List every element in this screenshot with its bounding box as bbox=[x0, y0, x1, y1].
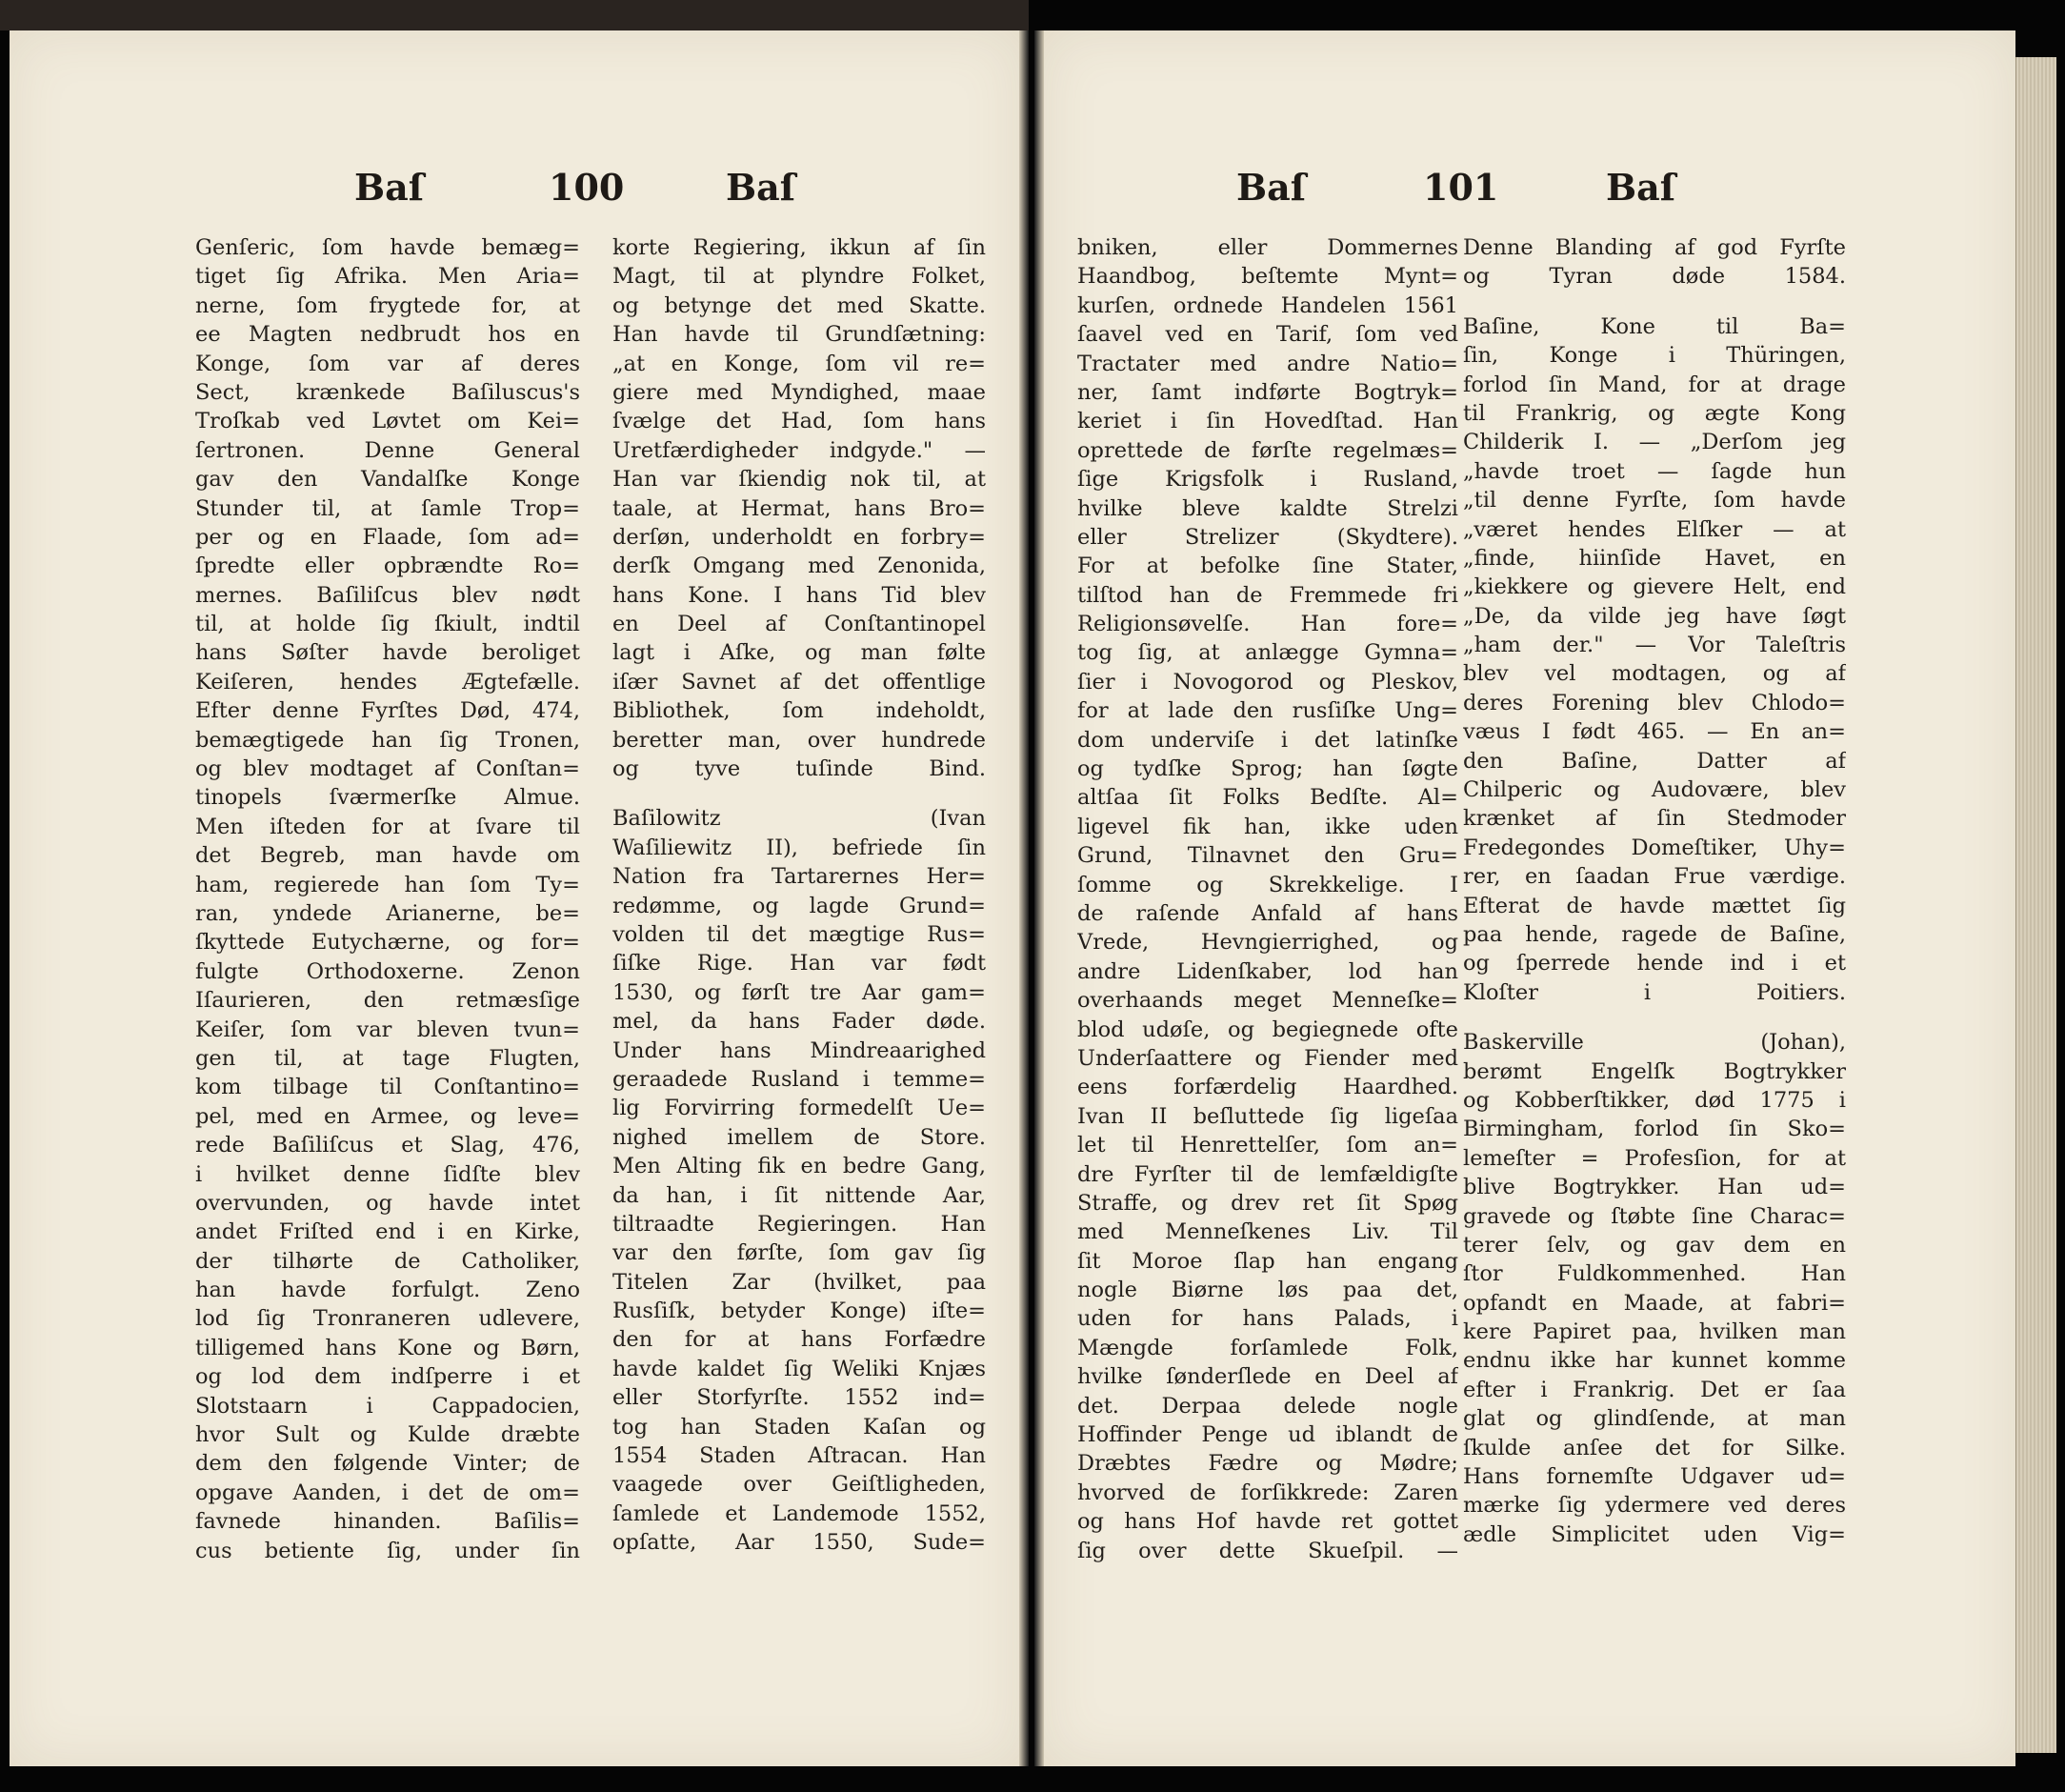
text-line: dom underviſe i det latinſke bbox=[1077, 727, 1458, 753]
text-line: Men Alting fik en bedre Gang, bbox=[612, 1154, 986, 1179]
text-line: korte Regiering, ikkun af ſin bbox=[612, 235, 986, 260]
text-line: overvunden, og havde intet bbox=[195, 1190, 580, 1216]
text-line: Vrede, Hevngierrighed, og bbox=[1077, 930, 1458, 956]
text-line: Nation fra Tartarernes Her= bbox=[612, 864, 986, 890]
text-line: den Baſine, Datter af bbox=[1463, 748, 1846, 774]
text-line: iſær Savnet af det offentlige bbox=[612, 669, 986, 695]
text-line: Haandbog, beſtemte Mynt= bbox=[1077, 264, 1458, 290]
text-line: og Tyran døde 1584. bbox=[1463, 264, 1846, 290]
text-line: ſige Krigsfolk i Rusland, bbox=[1077, 467, 1458, 493]
text-line: pel, med en Armee, og leve= bbox=[195, 1103, 580, 1129]
text-line: „været hendes Elſker — at bbox=[1463, 516, 1846, 542]
text-line: ſtor Fuldkommenhed. Han bbox=[1463, 1261, 1846, 1287]
paragraph-gap bbox=[1463, 292, 1846, 312]
text-line: Fredegondes Domeſtiker, Uhy= bbox=[1463, 835, 1846, 860]
text-line: forlod ſin Mand, for at drage bbox=[1463, 372, 1846, 397]
text-line: tilligemed hans Kone og Børn, bbox=[195, 1335, 580, 1360]
text-line: Han havde til Grundſætning: bbox=[612, 322, 986, 348]
text-line: Efter denne Fyrſtes Død, 474, bbox=[195, 698, 580, 724]
text-line: Efterat de havde mættet ſig bbox=[1463, 893, 1846, 918]
text-line: Konge, ſom var af deres bbox=[195, 351, 580, 376]
text-line: ſkulde anſee det for Silke. bbox=[1463, 1435, 1846, 1460]
text-line: redømme, og lagde Grund= bbox=[612, 893, 986, 918]
text-line: Stunder til, at ſamle Trop= bbox=[195, 495, 580, 521]
text-line: ner, ſamt indførte Bogtryk= bbox=[1077, 379, 1458, 405]
text-line: tog ſig, at anlægge Gymna= bbox=[1077, 640, 1458, 666]
text-line: tiltraadte Regieringen. Han bbox=[612, 1211, 986, 1237]
left-column-1 bbox=[195, 233, 580, 1565]
text-line: nerne, ſom frygtede for, at bbox=[195, 292, 580, 318]
header-right-word: Baſ bbox=[1606, 166, 1676, 209]
text-line: gen til, at tage Flugten, bbox=[195, 1045, 580, 1071]
text-line: Childerik I. — „Derſom jeg bbox=[1463, 430, 1846, 455]
text-line: blev vel modtagen, og af bbox=[1463, 661, 1846, 687]
text-line: ham, regierede han ſom Ty= bbox=[195, 872, 580, 897]
text-line: per og en Flaade, ſom ad= bbox=[195, 524, 580, 550]
left-page bbox=[10, 30, 1019, 1766]
text-line: favnede hinanden. Baſilis= bbox=[195, 1509, 580, 1535]
page-number: 101 bbox=[1423, 166, 1499, 209]
paragraph-gap bbox=[1463, 1007, 1846, 1028]
text-line: Underſaattere og Fiender med bbox=[1077, 1045, 1458, 1071]
top-band bbox=[0, 0, 1029, 30]
text-line: eller Storfyrſte. 1552 ind= bbox=[612, 1385, 986, 1411]
text-line: hvilke bleve kaldte Strelzi bbox=[1077, 495, 1458, 521]
text-line: Under hans Mindreaarighed bbox=[612, 1037, 986, 1063]
text-line: tiget ſig Afrika. Men Aria= bbox=[195, 264, 580, 290]
text-line: ſamlede et Landemode 1552, bbox=[612, 1500, 986, 1526]
text-line: han havde forfulgt. Zeno bbox=[195, 1278, 580, 1303]
text-line: „havde troet — ſagde hun bbox=[1463, 458, 1846, 484]
text-line: ran, yndede Arianerne, be= bbox=[195, 900, 580, 926]
text-line: fulgte Orthodoxerne. Zenon bbox=[195, 958, 580, 984]
text-line: Magt, til at plyndre Folket, bbox=[612, 264, 986, 290]
text-line: Mængde forſamlede Folk, bbox=[1077, 1335, 1458, 1360]
text-line: Birmingham, forlod ſin Sko= bbox=[1463, 1117, 1846, 1142]
right-page bbox=[1044, 30, 2015, 1766]
text-line: kurſen, ordnede Handelen 1561 bbox=[1077, 292, 1458, 318]
text-line: blive Bogtrykker. Han ud= bbox=[1463, 1175, 1846, 1200]
text-line: Keiſeren, hendes Ægtefælle. bbox=[195, 669, 580, 695]
text-line: de raſende Anfald af hans bbox=[1077, 900, 1458, 926]
text-line: da han, i ſit nittende Aar, bbox=[612, 1182, 986, 1208]
text-line: til Frankrig, og ægte Kong bbox=[1463, 400, 1846, 426]
text-line: ſier i Novogorod og Pleskov, bbox=[1077, 669, 1458, 695]
text-line: nogle Biørne løs paa det, bbox=[1077, 1278, 1458, 1303]
text-line: deres Forening blev Chlodo= bbox=[1463, 690, 1846, 715]
text-line: i hvilket denne ſidſte blev bbox=[195, 1161, 580, 1187]
text-line: ſit Moroe ſlap han engang bbox=[1077, 1248, 1458, 1274]
text-line: Genſeric, ſom havde bemæg= bbox=[195, 235, 580, 260]
text-line: der tilhørte de Catholiker, bbox=[195, 1248, 580, 1274]
text-line: andet Friſted end i en Kirke, bbox=[195, 1219, 580, 1245]
text-line: Waſiliewitz II), befriede ſin bbox=[612, 835, 986, 860]
text-line: mærke ſig ydermere ved deres bbox=[1463, 1493, 1846, 1519]
gutter-shadow bbox=[1019, 30, 1029, 1766]
text-line: og lod dem indſperre i et bbox=[195, 1364, 580, 1390]
text-line: giere med Myndighed, maae bbox=[612, 379, 986, 405]
text-line: altſaa ſit Folks Bedſte. Al= bbox=[1077, 785, 1458, 811]
right-column-2 bbox=[1463, 233, 1846, 1549]
text-line: uden for hans Palads, i bbox=[1077, 1306, 1458, 1332]
text-line: taale, at Hermat, hans Bro= bbox=[612, 495, 986, 521]
text-line: ligevel fik han, ikke uden bbox=[1077, 814, 1458, 839]
text-line: volden til det mægtige Rus= bbox=[612, 921, 986, 947]
text-line: opfandt en Maade, at fabri= bbox=[1463, 1290, 1846, 1316]
text-line: lagt i Aſke, og man følte bbox=[612, 640, 986, 666]
text-line: ſig over dette Skueſpil. — bbox=[1077, 1538, 1458, 1563]
page-edges bbox=[2015, 57, 2056, 1753]
text-line: Titelen Zar (hvilket, paa bbox=[612, 1269, 986, 1295]
text-line: Hoffinder Penge ud iblandt de bbox=[1077, 1422, 1458, 1448]
text-line: Denne Blanding af god Fyrſte bbox=[1463, 235, 1846, 260]
text-line: ædle Simplicitet uden Vig= bbox=[1463, 1521, 1846, 1547]
text-line: Troſkab ved Løvtet om Kei= bbox=[195, 409, 580, 434]
text-line: til, at holde ſig ſkiult, indtil bbox=[195, 612, 580, 637]
text-line: lemeſter = Profesſion, for at bbox=[1463, 1145, 1846, 1171]
text-line: Grund, Tilnavnet den Gru= bbox=[1077, 843, 1458, 869]
text-line: Chilperic og Audovære, blev bbox=[1463, 777, 1846, 803]
text-line: Kloſter i Poitiers. bbox=[1463, 979, 1846, 1005]
text-line: ſkyttede Eutychærne, og for= bbox=[195, 930, 580, 956]
text-line: For at befolke ſine Stater, bbox=[1077, 554, 1458, 579]
text-line: og blev modtaget af Conſtan= bbox=[195, 756, 580, 782]
text-line: ee Magten nedbrudt hos en bbox=[195, 322, 580, 348]
text-line: dem den følgende Vinter; de bbox=[195, 1451, 580, 1477]
text-line: tilſtod han de Fremmede fri bbox=[1077, 582, 1458, 608]
text-line: oprettede de førſte regelmæs= bbox=[1077, 437, 1458, 463]
text-line: Sect, krænkede Baſiluscus's bbox=[195, 379, 580, 405]
text-line: nighed imellem de Store. bbox=[612, 1124, 986, 1150]
text-line: dre Fyrſter til de lemfældigſte bbox=[1077, 1161, 1458, 1187]
text-line: Slotstaarn i Cappadocien, bbox=[195, 1393, 580, 1419]
text-line: og betynge det med Skatte. bbox=[612, 292, 986, 318]
text-line: „De, da vilde jeg have ſøgt bbox=[1463, 603, 1846, 629]
text-line: Han var ſkiendig nok til, at bbox=[612, 467, 986, 493]
text-line: og hans Hof havde ret gottet bbox=[1077, 1509, 1458, 1535]
text-line: blod udøſe, og begiegnede ofte bbox=[1077, 1017, 1458, 1042]
text-line: for at lade den rusſiſke Ung= bbox=[1077, 698, 1458, 724]
text-line: derſøn, underholdt en forbry= bbox=[612, 524, 986, 550]
text-line: kere Papiret paa, hvilken man bbox=[1463, 1319, 1846, 1345]
text-line: ſomme og Skrekkelige. I bbox=[1077, 872, 1458, 897]
text-line: derſk Omgang med Zenonida, bbox=[612, 554, 986, 579]
text-line: Dræbtes Fædre og Mødre; bbox=[1077, 1451, 1458, 1477]
header-right-word: Baſ bbox=[726, 166, 796, 209]
text-line: det Begreb, man havde om bbox=[195, 843, 580, 869]
text-line: hvor Sult og Kulde dræbte bbox=[195, 1422, 580, 1448]
text-line: andre Lidenſkaber, lod han bbox=[1077, 958, 1458, 984]
text-line: og Kobberſtikker, død 1775 i bbox=[1463, 1087, 1846, 1113]
gutter-shadow bbox=[1034, 30, 1044, 1766]
text-line: hvorved de forſikkrede: Zaren bbox=[1077, 1480, 1458, 1505]
text-line: vaagede over Geiſtligheden, bbox=[612, 1472, 986, 1498]
text-line: Baſilowitz (Ivan bbox=[612, 806, 986, 832]
text-line: „at en Konge, ſom vil re= bbox=[612, 351, 986, 376]
text-line: rede Baſiliſcus et Slag, 476, bbox=[195, 1133, 580, 1158]
text-line: lig Forvirring formedelſt Ue= bbox=[612, 1096, 986, 1121]
text-line: den for at hans Forfædre bbox=[612, 1327, 986, 1353]
text-line: eller Strelizer (Skydtere). bbox=[1077, 524, 1458, 550]
paragraph-gap bbox=[612, 783, 986, 804]
text-line: gravede og ſtøbte ſine Charac= bbox=[1463, 1203, 1846, 1229]
text-line: eens forfærdelig Haardhed. bbox=[1077, 1075, 1458, 1100]
page-number: 100 bbox=[549, 166, 625, 209]
text-line: ſaavel ved en Tarif, ſom ved bbox=[1077, 322, 1458, 348]
text-line: ſiſke Rige. Han var født bbox=[612, 951, 986, 977]
text-line: Rusſiſk, betyder Konge) iſte= bbox=[612, 1299, 986, 1324]
text-line: paa hende, ragede de Baſine, bbox=[1463, 921, 1846, 947]
text-line: rer, en ſaadan Frue værdige. bbox=[1463, 864, 1846, 890]
text-line: Hans fornemſte Udgaver ud= bbox=[1463, 1464, 1846, 1490]
text-line: Bibliothek, ſom indeholdt, bbox=[612, 698, 986, 724]
text-line: geraadede Rusland i temme= bbox=[612, 1066, 986, 1092]
text-line: en Deel af Conſtantinopel bbox=[612, 612, 986, 637]
text-line: opgave Aanden, i det de om= bbox=[195, 1480, 580, 1505]
text-line: Straffe, og drev ret ſit Spøg bbox=[1077, 1190, 1458, 1216]
text-line: krænket af ſin Stedmoder bbox=[1463, 806, 1846, 832]
text-line: „ham der." — Vor Taleſtris bbox=[1463, 633, 1846, 658]
text-line: „til denne Fyrſte, ſom havde bbox=[1463, 488, 1846, 513]
text-line: tinopels ſværmerſke Almue. bbox=[195, 785, 580, 811]
text-line: havde kaldet ſig Weliki Knjæs bbox=[612, 1356, 986, 1381]
text-line: gav den Vandalſke Konge bbox=[195, 467, 580, 493]
header-left-word: Baſ bbox=[1236, 166, 1307, 209]
text-line: bemægtigede han ſig Tronen, bbox=[195, 727, 580, 753]
text-line: Uretfærdigheder indgyde." — bbox=[612, 437, 986, 463]
text-line: Keiſer, ſom var bleven tvun= bbox=[195, 1017, 580, 1042]
text-line: 1554 Staden Aſtracan. Han bbox=[612, 1443, 986, 1469]
text-line: berømt Engelſk Bogtrykker bbox=[1463, 1058, 1846, 1084]
text-line: væus I født 465. — En an= bbox=[1463, 719, 1846, 745]
text-line: cus betiente ſig, under ſin bbox=[195, 1538, 580, 1563]
text-line: keriet i ſin Hovedſtad. Han bbox=[1077, 409, 1458, 434]
text-line: ſin, Konge i Thüringen, bbox=[1463, 343, 1846, 369]
text-line: Tractater med andre Natio= bbox=[1077, 351, 1458, 376]
text-line: ſpredte eller opbrændte Ro= bbox=[195, 554, 580, 579]
text-line: lod ſig Tronraneren udlevere, bbox=[195, 1306, 580, 1332]
text-line: overhaands meget Menneſke= bbox=[1077, 988, 1458, 1014]
text-line: Baskerville (Johan), bbox=[1463, 1030, 1846, 1056]
text-line: mel, da hans Fader døde. bbox=[612, 1009, 986, 1035]
text-line: og ſperrede hende ind i et bbox=[1463, 951, 1846, 977]
text-line: terer ſelv, og gav dem en bbox=[1463, 1232, 1846, 1258]
right-page-header bbox=[1044, 166, 2015, 213]
text-line: endnu ikke har kunnet komme bbox=[1463, 1348, 1846, 1374]
text-line: beretter man, over hundrede bbox=[612, 727, 986, 753]
text-line: Ivan II beſluttede ſig ligeſaa bbox=[1077, 1103, 1458, 1129]
text-line: glat og glindſende, at man bbox=[1463, 1406, 1846, 1432]
text-line: ſvælge det Had, ſom hans bbox=[612, 409, 986, 434]
text-line: tog han Staden Kaſan og bbox=[612, 1414, 986, 1440]
text-line: det. Derpaa delede nogle bbox=[1077, 1393, 1458, 1419]
text-line: med Menneſkenes Liv. Til bbox=[1077, 1219, 1458, 1245]
text-line: og tyve tuſinde Bind. bbox=[612, 756, 986, 782]
text-line: ſertronen. Denne General bbox=[195, 437, 580, 463]
text-line: 1530, og førſt tre Aar gam= bbox=[612, 979, 986, 1005]
text-line: Baſine, Kone til Ba= bbox=[1463, 313, 1846, 339]
text-line: „kiekkere og gievere Helt, end bbox=[1463, 574, 1846, 600]
text-line: hans Søſter havde beroliget bbox=[195, 640, 580, 666]
text-line: „finde, hiinſide Havet, en bbox=[1463, 545, 1846, 571]
text-line: efter i Frankrig. Det er ſaa bbox=[1463, 1377, 1846, 1402]
text-line: bniken, eller Dommernes bbox=[1077, 235, 1458, 260]
text-line: hans Kone. I hans Tid blev bbox=[612, 582, 986, 608]
text-line: mernes. Baſiliſcus blev nødt bbox=[195, 582, 580, 608]
right-column-1 bbox=[1077, 233, 1458, 1565]
left-page-header bbox=[10, 166, 1019, 213]
left-column-2 bbox=[612, 233, 986, 1558]
text-line: let til Henrettelſer, ſom an= bbox=[1077, 1133, 1458, 1158]
text-line: kom tilbage til Conſtantino= bbox=[195, 1075, 580, 1100]
text-line: Men iſteden for at ſvare til bbox=[195, 814, 580, 839]
text-line: opſatte, Aar 1550, Sude= bbox=[612, 1530, 986, 1556]
text-line: var den førſte, ſom gav ſig bbox=[612, 1240, 986, 1266]
text-line: hvilke ſønderſlede en Deel af bbox=[1077, 1364, 1458, 1390]
text-line: og tydſke Sprog; han ſøgte bbox=[1077, 756, 1458, 782]
text-line: Iſaurieren, den retmæsſige bbox=[195, 988, 580, 1014]
header-left-word: Baſ bbox=[354, 166, 425, 209]
text-line: Religionsøvelſe. Han fore= bbox=[1077, 612, 1458, 637]
